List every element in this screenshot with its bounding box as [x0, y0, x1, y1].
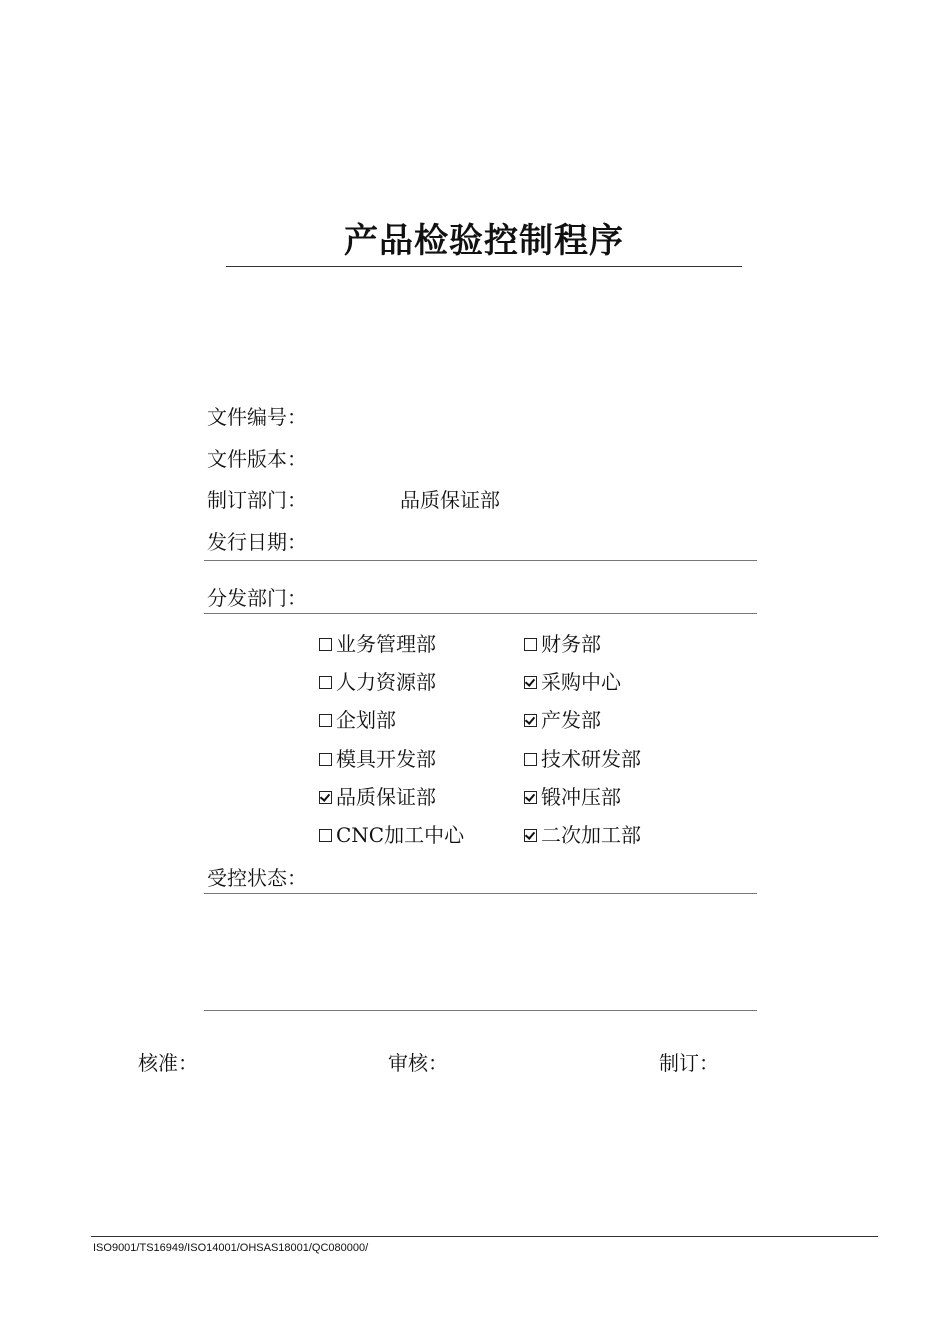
checkbox-icon[interactable] — [319, 638, 332, 651]
dept-checkbox-label: 业务管理部 — [336, 632, 436, 656]
dept-checkbox-item[interactable] — [524, 669, 621, 695]
checkbox-checked-icon[interactable] — [524, 829, 537, 842]
checkbox-checked-icon[interactable] — [524, 676, 537, 689]
checkbox-icon[interactable] — [524, 753, 537, 766]
checkbox-icon[interactable] — [319, 714, 332, 727]
issue-date-field — [207, 529, 307, 555]
dept-checkbox-item[interactable] — [524, 784, 621, 810]
dept-checkbox-label: 锻冲压部 — [541, 785, 621, 809]
dept-checkbox-label: 财务部 — [541, 632, 601, 656]
dept-checkbox-item[interactable] — [319, 746, 436, 772]
dept-checkbox-item[interactable] — [319, 784, 436, 810]
dept-checkbox-label: 采购中心 — [541, 670, 621, 694]
dept-checkbox-item[interactable] — [319, 822, 464, 848]
draft-label: 制订： — [659, 1051, 719, 1075]
doc-number-label: 文件编号： — [207, 405, 307, 429]
dept-checkbox-item[interactable] — [319, 631, 436, 657]
dept-checkbox-label: CNC加工中心 — [336, 823, 465, 847]
doc-version-field — [207, 446, 307, 472]
doc-number-field — [207, 404, 307, 430]
checkbox-icon[interactable] — [319, 753, 332, 766]
review-label: 审核： — [388, 1051, 448, 1075]
doc-version-label: 文件版本： — [207, 447, 307, 471]
control-status-label: 受控状态： — [207, 866, 307, 890]
dept-checkbox-label: 二次加工部 — [541, 823, 641, 847]
dept-checkbox-label: 人力资源部 — [336, 670, 436, 694]
issue-date-label: 发行日期： — [207, 530, 307, 554]
checkbox-icon[interactable] — [524, 638, 537, 651]
distribution-field — [207, 585, 307, 611]
dept-checkbox-item[interactable] — [524, 707, 601, 733]
divider — [204, 613, 757, 614]
approve-label: 核准： — [138, 1051, 198, 1075]
dept-checkbox-item[interactable] — [319, 707, 396, 733]
dept-checkbox-item[interactable] — [319, 669, 436, 695]
checkbox-icon[interactable] — [319, 829, 332, 842]
page-title: 产品检验控制程序 — [226, 218, 742, 267]
dept-checkbox-label: 产发部 — [541, 708, 601, 732]
dept-checkbox-item[interactable] — [524, 822, 641, 848]
checkbox-checked-icon[interactable] — [319, 791, 332, 804]
distribution-label: 分发部门： — [207, 586, 307, 610]
divider — [204, 893, 757, 894]
checkbox-checked-icon[interactable] — [524, 714, 537, 727]
dept-value: 品质保证部 — [400, 488, 500, 512]
dept-field — [207, 487, 500, 513]
checkbox-checked-icon[interactable] — [524, 791, 537, 804]
dept-checkbox-label: 技术研发部 — [541, 747, 641, 771]
control-status-field — [207, 865, 307, 891]
dept-checkbox-label: 企划部 — [336, 708, 396, 732]
footer-divider — [91, 1236, 878, 1237]
checkbox-icon[interactable] — [319, 676, 332, 689]
divider — [204, 1010, 757, 1011]
dept-checkbox-item[interactable] — [524, 746, 641, 772]
dept-checkbox-label: 模具开发部 — [336, 747, 436, 771]
footer-standards: ISO9001/TS16949/ISO14001/OHSAS18001/QC080000/ — [93, 1242, 369, 1254]
divider — [204, 560, 757, 561]
dept-checkbox-label: 品质保证部 — [336, 785, 436, 809]
dept-label: 制订部门： — [207, 488, 307, 512]
dept-checkbox-item[interactable] — [524, 631, 601, 657]
